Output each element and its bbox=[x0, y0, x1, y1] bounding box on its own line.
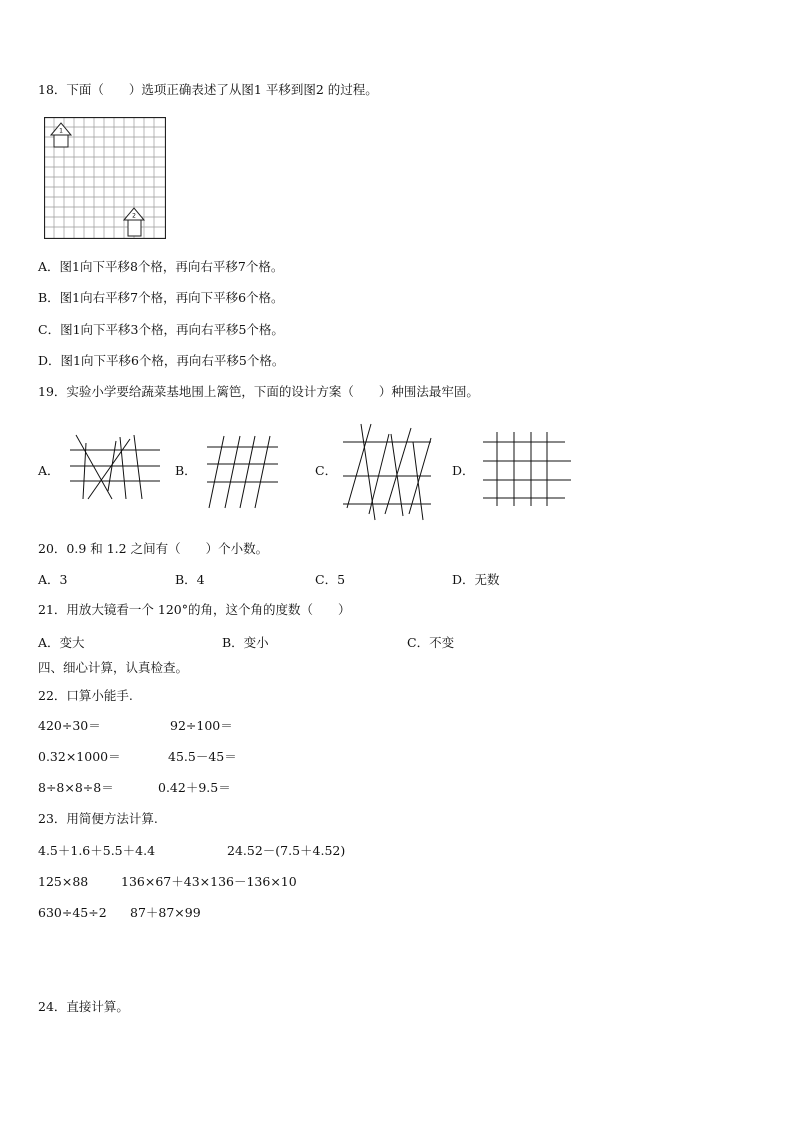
q23-item: 87＋87×99 bbox=[130, 905, 201, 920]
q19-option-a-label[interactable]: A． bbox=[38, 463, 60, 478]
house-1-label: 1 bbox=[59, 127, 63, 135]
house-figure-2 bbox=[124, 208, 144, 236]
q18-grid-figure bbox=[44, 117, 166, 239]
q20-option-b[interactable]: B．4 bbox=[175, 572, 205, 587]
q20-option-a[interactable]: A．3 bbox=[38, 572, 68, 587]
q18-stem: 18．下面（ ）选项正确表述了从图1 平移到图2 的过程。 bbox=[38, 82, 378, 97]
q19-stem: 19．实验小学要给蔬菜基地围上篱笆，下面的设计方案（ ）种围法最牢固。 bbox=[38, 384, 479, 399]
q20-stem: 20．0.9 和 1.2 之间有（ ）个小数。 bbox=[38, 541, 269, 556]
q23-item: 24.52－(7.5＋4.52) bbox=[227, 843, 346, 858]
q23-item: 136×67＋43×136－136×10 bbox=[121, 874, 297, 889]
fence-figure-b[interactable] bbox=[204, 434, 280, 510]
q24-stem: 24．直接计算。 bbox=[38, 999, 129, 1014]
q23-stem: 23．用简便方法计算. bbox=[38, 811, 158, 826]
q19-option-c-label[interactable]: C． bbox=[315, 463, 338, 478]
q21-stem: 21．用放大镜看一个 120°的角，这个角的度数（ ） bbox=[38, 602, 351, 617]
section-4-title: 四、细心计算，认真检查。 bbox=[38, 660, 189, 675]
house-2-label: 2 bbox=[132, 212, 136, 220]
q21-option-c[interactable]: C．不变 bbox=[407, 635, 455, 650]
q22-item: 92÷100＝ bbox=[170, 718, 233, 733]
q22-item: 420÷30＝ bbox=[38, 718, 101, 733]
q23-item: 630÷45÷2 bbox=[38, 905, 107, 920]
q19-option-d-label[interactable]: D． bbox=[452, 463, 475, 478]
q21-option-a[interactable]: A．变大 bbox=[38, 635, 85, 650]
fence-figure-a[interactable] bbox=[68, 433, 162, 503]
q18-option-c[interactable]: C．图1向下平移3个格，再向右平移5个格。 bbox=[38, 322, 284, 337]
q22-item: 45.5－45＝ bbox=[168, 749, 237, 764]
q22-item: 0.32×1000＝ bbox=[38, 749, 121, 764]
q19-option-b-label[interactable]: B． bbox=[175, 463, 197, 478]
q21-option-b[interactable]: B．变小 bbox=[222, 635, 269, 650]
fence-figure-d[interactable] bbox=[481, 430, 573, 508]
q18-option-b[interactable]: B．图1向右平移7个格，再向下平移6个格。 bbox=[38, 290, 284, 305]
q23-item: 125×88 bbox=[38, 874, 89, 889]
q22-item: 8÷8×8÷8＝ bbox=[38, 780, 114, 795]
q22-item: 0.42＋9.5＝ bbox=[158, 780, 231, 795]
fence-figure-c[interactable] bbox=[341, 422, 435, 522]
q18-option-d[interactable]: D．图1向下平移6个格，再向右平移5个格。 bbox=[38, 353, 285, 368]
q20-option-d[interactable]: D．无数 bbox=[452, 572, 500, 587]
q22-stem: 22．口算小能手. bbox=[38, 688, 133, 703]
q18-option-a[interactable]: A．图1向下平移8个格，再向右平移7个格。 bbox=[38, 259, 284, 274]
q23-item: 4.5＋1.6＋5.5＋4.4 bbox=[38, 843, 156, 858]
q20-option-c[interactable]: C．5 bbox=[315, 572, 346, 587]
